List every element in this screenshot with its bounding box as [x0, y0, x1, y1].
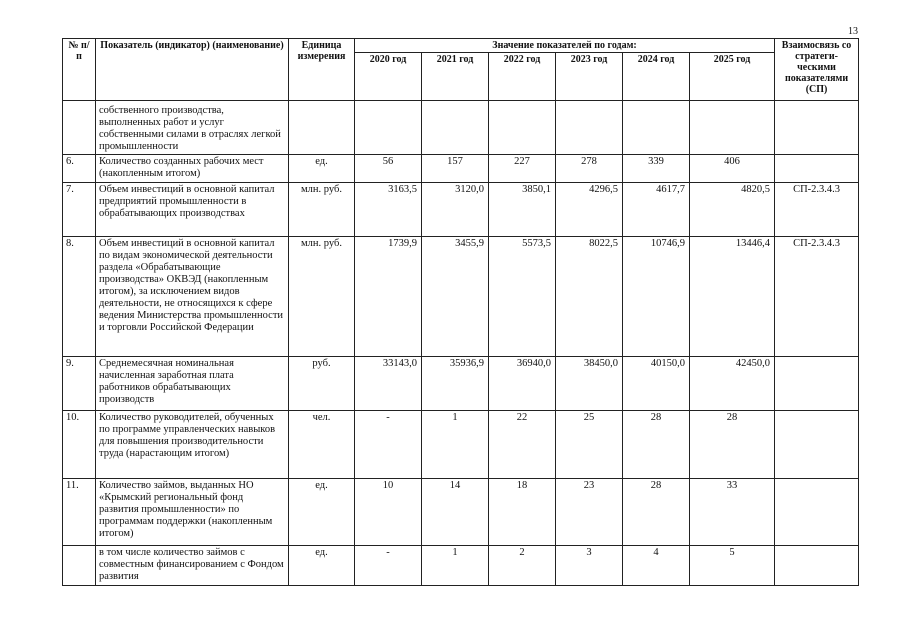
table-row: [63, 479, 859, 546]
row-value: 28: [623, 411, 690, 479]
row-value: 4820,5: [690, 183, 775, 237]
row-value: 3455,9: [422, 237, 489, 357]
row-name: Объем инвестиций в основной капитал предприятий промышленности в обрабатывающих производствах: [96, 183, 289, 237]
row-num: 8.: [63, 237, 96, 357]
row-value: 33: [690, 479, 775, 546]
row-value: 4: [623, 546, 690, 586]
header-year: 2021 год: [422, 53, 489, 101]
row-name: Количество займов, выданных НО «Крымский региональный фонд развития промышленности» по программам поддержки (накопленным итогом): [96, 479, 289, 546]
row-num: 6.: [63, 155, 96, 183]
row-value: 1739,9: [355, 237, 422, 357]
row-value: 25: [556, 411, 623, 479]
row-value: 3120,0: [422, 183, 489, 237]
row-name: Количество созданных рабочих мест (накопленным итогом): [96, 155, 289, 183]
row-value: 18: [489, 479, 556, 546]
table-row: [63, 183, 859, 237]
row-value: 5: [690, 546, 775, 586]
row-value: 8022,5: [556, 237, 623, 357]
row-value: 42450,0: [690, 357, 775, 411]
row-value: -: [355, 411, 422, 479]
row-sp: [775, 546, 859, 586]
row-value: 3850,1: [489, 183, 556, 237]
header-indicator: Показатель (индикатор) (наименование): [96, 39, 289, 101]
row-value: [556, 101, 623, 155]
row-num: 9.: [63, 357, 96, 411]
row-value: 13446,4: [690, 237, 775, 357]
row-num: [63, 101, 96, 155]
row-value: 4296,5: [556, 183, 623, 237]
row-sp: [775, 155, 859, 183]
row-value: -: [355, 546, 422, 586]
row-value: 10746,9: [623, 237, 690, 357]
row-unit: млн. руб.: [289, 237, 355, 357]
row-unit: руб.: [289, 357, 355, 411]
table-row: [63, 411, 859, 479]
row-num: 10.: [63, 411, 96, 479]
row-value: 23: [556, 479, 623, 546]
row-value: 339: [623, 155, 690, 183]
row-value: 35936,9: [422, 357, 489, 411]
row-name: Среднемесячная номинальная начисленная заработная плата работников обрабатывающих производств: [96, 357, 289, 411]
row-value: [690, 101, 775, 155]
row-value: 33143,0: [355, 357, 422, 411]
row-sp: СП-2.3.4.3: [775, 183, 859, 237]
header-values-group: Значение показателей по годам:: [355, 39, 775, 53]
row-value: 278: [556, 155, 623, 183]
row-sp: [775, 479, 859, 546]
row-value: [355, 101, 422, 155]
header-year: 2020 год: [355, 53, 422, 101]
header-sp: Взаимосвязь со стратеги-ческими показателями (СП): [775, 39, 859, 101]
row-sp: [775, 101, 859, 155]
row-value: 406: [690, 155, 775, 183]
row-value: 5573,5: [489, 237, 556, 357]
row-unit: ед.: [289, 155, 355, 183]
row-value: [623, 101, 690, 155]
row-unit: ед.: [289, 479, 355, 546]
table-row: [63, 546, 859, 586]
row-name: в том числе количество займов с совместным финансированием с Фондом развития: [96, 546, 289, 586]
row-value: 28: [690, 411, 775, 479]
row-value: 38450,0: [556, 357, 623, 411]
row-unit: [289, 101, 355, 155]
row-value: 28: [623, 479, 690, 546]
table-row: [63, 357, 859, 411]
row-name: Объем инвестиций в основной капитал по видам экономической деятельности раздела «Обрабатывающие производства» ОКВЭД (накопленным итогом), за исключением видов деятельности, не относящихся к сфере ведения Министерства промышленности и торговли Российской Федерации: [96, 237, 289, 357]
row-value: 2: [489, 546, 556, 586]
row-value: 40150,0: [623, 357, 690, 411]
header-num: № п/п: [63, 39, 96, 101]
row-value: 1: [422, 411, 489, 479]
indicators-table: [62, 38, 859, 586]
header-year: 2025 год: [690, 53, 775, 101]
row-num: 7.: [63, 183, 96, 237]
row-value: 3: [556, 546, 623, 586]
row-num: [63, 546, 96, 586]
row-name: Количество руководителей, обученных по программе управленческих навыков для повышения производительности труда (нарастающим итогом): [96, 411, 289, 479]
header-year: 2023 год: [556, 53, 623, 101]
row-num: 11.: [63, 479, 96, 546]
row-value: 36940,0: [489, 357, 556, 411]
row-value: 3163,5: [355, 183, 422, 237]
row-unit: чел.: [289, 411, 355, 479]
row-value: 1: [422, 546, 489, 586]
table-row: [63, 101, 859, 155]
row-value: [422, 101, 489, 155]
row-unit: ед.: [289, 546, 355, 586]
row-value: 4617,7: [623, 183, 690, 237]
row-name: собственного производства, выполненных работ и услуг собственными силами в отраслях легкой промышленности: [96, 101, 289, 155]
header-year: 2024 год: [623, 53, 690, 101]
row-value: 227: [489, 155, 556, 183]
table-row: [63, 155, 859, 183]
header-year: 2022 год: [489, 53, 556, 101]
row-value: 157: [422, 155, 489, 183]
row-value: [489, 101, 556, 155]
page-number: 13: [848, 26, 858, 37]
header-unit: Единица измерения: [289, 39, 355, 101]
row-value: 56: [355, 155, 422, 183]
row-value: 22: [489, 411, 556, 479]
row-sp: СП-2.3.4.3: [775, 237, 859, 357]
row-value: 14: [422, 479, 489, 546]
row-sp: [775, 411, 859, 479]
row-sp: [775, 357, 859, 411]
row-unit: млн. руб.: [289, 183, 355, 237]
row-value: 10: [355, 479, 422, 546]
table-row: [63, 237, 859, 357]
